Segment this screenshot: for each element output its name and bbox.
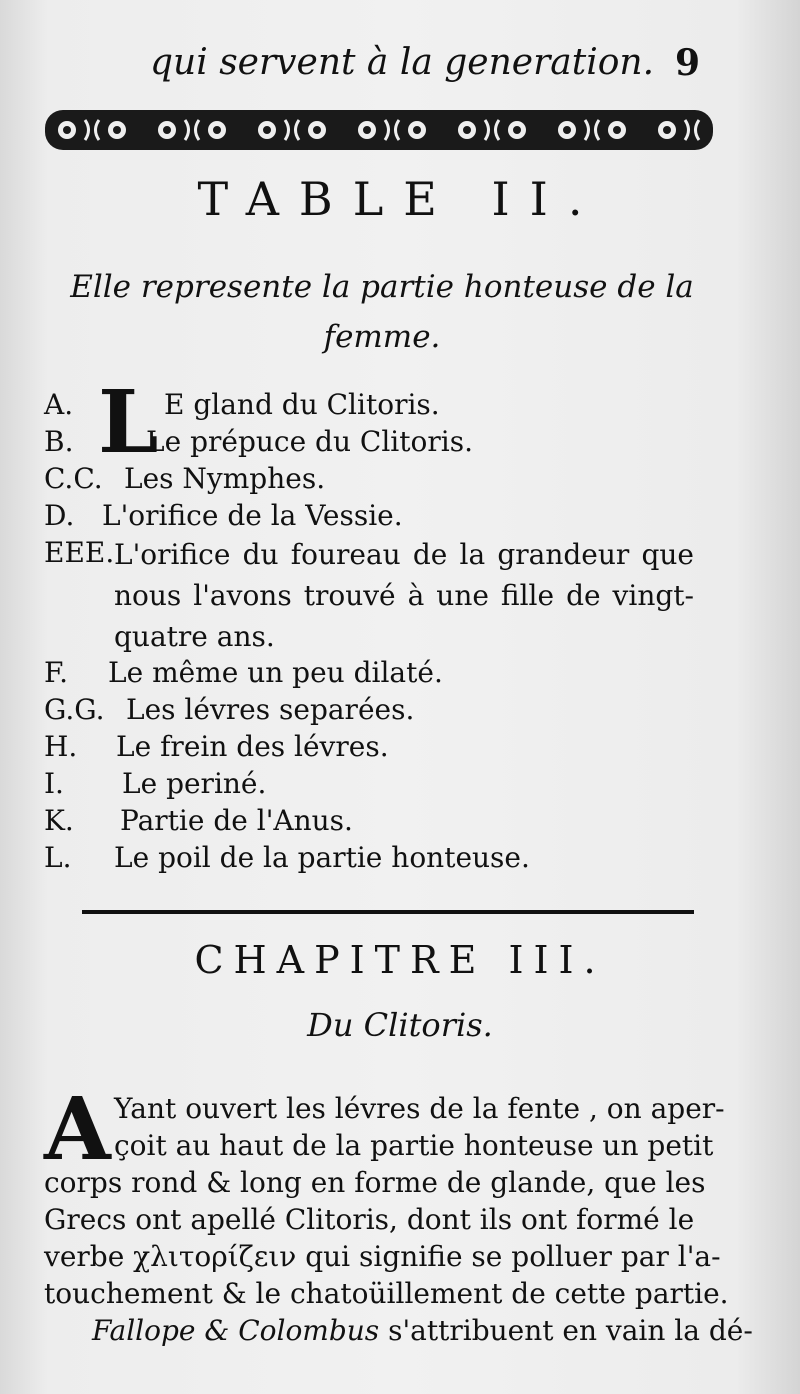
legend-key: H. xyxy=(44,730,78,763)
legend-item xyxy=(44,460,744,497)
text-line: corps rond & long en forme de glande, que les xyxy=(44,1166,706,1199)
legend-item xyxy=(44,654,744,691)
text-line: Grecs ont apellé Clitoris, dont ils ont formé le xyxy=(44,1203,695,1236)
legend-key: EEE. xyxy=(44,536,115,569)
author-names: Fallope & Colombus xyxy=(92,1314,380,1347)
legend-text: Le periné. xyxy=(122,767,267,800)
legend-key: C.C. xyxy=(44,462,103,495)
text-line: Yant ouvert les lévres de la fente , on aper- xyxy=(114,1092,725,1125)
table-heading: TABLE II. xyxy=(197,172,603,226)
text-line: verbe χλιτορίζειν qui signifie se polluer par l'a- xyxy=(44,1240,721,1273)
legend-text: E gland du Clitoris. xyxy=(164,388,440,421)
legend-item xyxy=(44,802,744,839)
text-line: çoit au haut de la partie honteuse un petit xyxy=(114,1129,714,1162)
legend-key: L. xyxy=(44,841,72,874)
legend-item xyxy=(44,534,744,654)
drop-cap: A xyxy=(44,1079,111,1180)
legend-key: F. xyxy=(44,656,68,689)
drop-cap: L xyxy=(98,372,159,473)
legend-text: Les Nymphes. xyxy=(124,462,326,495)
legend-key: B. xyxy=(44,425,74,458)
running-head xyxy=(0,42,800,92)
chapter-heading: CHAPITRE III. xyxy=(194,938,606,982)
legend-text: Le prépuce du Clitoris. xyxy=(146,425,473,458)
legend-key: K. xyxy=(44,804,74,837)
legend-list xyxy=(44,372,744,876)
legend-item xyxy=(44,728,744,765)
page-number: 9 xyxy=(674,42,700,84)
legend-text: L'orifice du foureau de la grandeur que nous l'avons trouvé à une fille de vingt-quatre ans. xyxy=(114,538,694,653)
legend-text: Le poil de la partie honteuse. xyxy=(114,841,530,874)
legend-text: Le même un peu dilaté. xyxy=(108,656,443,689)
table-caption: Elle represente la partie honteuse de la femme. xyxy=(70,269,694,355)
legend-item xyxy=(44,423,744,460)
legend-item xyxy=(44,839,744,876)
ornamental-band-icon xyxy=(45,104,713,156)
text-line xyxy=(44,1312,753,1349)
legend-key: A. xyxy=(44,388,74,421)
legend-item xyxy=(44,497,744,534)
chapter-subtitle: Du Clitoris. xyxy=(307,1006,493,1044)
legend-item xyxy=(44,691,744,728)
legend-text: Partie de l'Anus. xyxy=(120,804,353,837)
legend-key: D. xyxy=(44,499,75,532)
legend-text: L'orifice de la Vessie. xyxy=(102,499,403,532)
text-fragment: s'attribuent en vain la dé- xyxy=(379,1314,753,1347)
running-title: qui servent à la generation. xyxy=(150,42,655,83)
legend-key: I. xyxy=(44,767,64,800)
body-paragraph xyxy=(44,1079,753,1349)
legend-text: Le frein des lévres. xyxy=(116,730,389,763)
legend-item xyxy=(44,765,744,802)
legend-text: Les lévres separées. xyxy=(126,693,415,726)
legend-key: G.G. xyxy=(44,693,105,726)
text-line: touchement & le chatoüillement de cette partie. xyxy=(44,1277,729,1310)
section-divider xyxy=(82,910,694,914)
